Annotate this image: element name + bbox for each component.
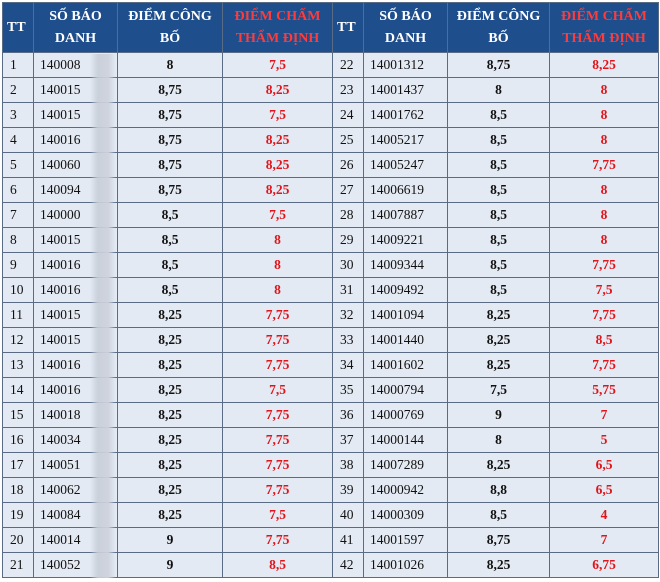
cell-right-diem-cong-bo: 8,25 [448,328,550,353]
cell-right-diem-cong-bo: 8 [448,78,550,103]
cell-left-diem-tham-dinh: 7,75 [223,428,333,453]
cell-right-tt: 26 [333,153,364,178]
cell-right-diem-cong-bo: 8,5 [448,203,550,228]
header-sbd-line1: SỐ BÁO [49,8,102,24]
cell-left-so-bao-danh: 140016 [34,278,118,303]
cell-left-tt: 21 [3,553,34,578]
cell-left-tt: 7 [3,203,34,228]
cell-right-so-bao-danh: 14001312 [364,53,448,78]
cell-left-tt: 15 [3,403,34,428]
cell-right-so-bao-danh: 14009492 [364,278,448,303]
cell-right-diem-cong-bo: 9 [448,403,550,428]
cell-left-tt: 18 [3,478,34,503]
header-tt-right: TT [333,3,364,53]
cell-right-diem-tham-dinh: 8 [550,228,659,253]
cell-left-so-bao-danh: 140000 [34,203,118,228]
cell-left-diem-cong-bo: 8,25 [118,403,223,428]
cell-right-diem-tham-dinh: 8,5 [550,328,659,353]
table-row [3,153,659,178]
score-table-container [2,2,658,578]
cell-right-diem-cong-bo: 8,25 [448,353,550,378]
cell-right-diem-tham-dinh: 8 [550,78,659,103]
table-row [3,478,659,503]
cell-right-tt: 32 [333,303,364,328]
cell-left-diem-cong-bo: 8,25 [118,453,223,478]
cell-right-diem-tham-dinh: 7,75 [550,353,659,378]
cell-right-diem-tham-dinh: 6,5 [550,453,659,478]
cell-right-diem-cong-bo: 8,75 [448,528,550,553]
table-row [3,228,659,253]
cell-right-so-bao-danh: 14009344 [364,253,448,278]
cell-right-diem-tham-dinh: 8 [550,203,659,228]
cell-right-tt: 35 [333,378,364,403]
cell-left-diem-tham-dinh: 7,75 [223,403,333,428]
cell-left-diem-tham-dinh: 7,75 [223,528,333,553]
cell-left-tt: 11 [3,303,34,328]
cell-right-diem-cong-bo: 8,5 [448,128,550,153]
cell-left-diem-tham-dinh: 7,75 [223,453,333,478]
cell-left-diem-tham-dinh: 7,75 [223,478,333,503]
cell-right-tt: 37 [333,428,364,453]
cell-left-tt: 1 [3,53,34,78]
cell-right-diem-cong-bo: 8 [448,428,550,453]
cell-right-diem-cong-bo: 8,5 [448,253,550,278]
header-diem-cham-tham-dinh [223,3,333,53]
table-row [3,453,659,478]
cell-right-tt: 38 [333,453,364,478]
cell-left-so-bao-danh: 140016 [34,128,118,153]
cell-right-diem-tham-dinh: 7 [550,403,659,428]
cell-right-so-bao-danh: 14007289 [364,453,448,478]
cell-right-diem-tham-dinh: 5,75 [550,378,659,403]
cell-left-diem-tham-dinh: 8 [223,253,333,278]
cell-left-diem-tham-dinh: 7,75 [223,353,333,378]
cell-right-so-bao-danh: 14007887 [364,203,448,228]
header-sbd-line2: DANH [54,30,97,46]
header-sbd-line2-right: DANH [384,30,427,46]
cell-left-diem-tham-dinh: 7,75 [223,328,333,353]
table-row [3,253,659,278]
cell-left-diem-cong-bo: 8 [118,53,223,78]
cell-right-diem-tham-dinh: 4 [550,503,659,528]
cell-left-so-bao-danh: 140051 [34,453,118,478]
cell-right-diem-tham-dinh: 8 [550,178,659,203]
cell-left-tt: 10 [3,278,34,303]
table-header [3,3,659,53]
cell-right-so-bao-danh: 14005247 [364,153,448,178]
cell-right-tt: 31 [333,278,364,303]
cell-left-so-bao-danh: 140015 [34,328,118,353]
cell-left-diem-cong-bo: 8,25 [118,428,223,453]
cell-right-tt: 28 [333,203,364,228]
cell-left-diem-cong-bo: 8,25 [118,328,223,353]
cell-right-tt: 39 [333,478,364,503]
cell-right-tt: 29 [333,228,364,253]
header-td-line2-right: THẨM ĐỊNH [562,30,646,46]
header-cb-line2: BỐ [159,30,181,46]
cell-right-diem-tham-dinh: 6,5 [550,478,659,503]
table-row [3,378,659,403]
cell-left-tt: 20 [3,528,34,553]
cell-left-tt: 4 [3,128,34,153]
cell-left-diem-tham-dinh: 7,75 [223,303,333,328]
cell-left-so-bao-danh: 140084 [34,503,118,528]
cell-left-so-bao-danh: 140008 [34,53,118,78]
cell-left-diem-tham-dinh: 8,25 [223,128,333,153]
cell-left-tt: 3 [3,103,34,128]
table-row [3,203,659,228]
cell-right-diem-tham-dinh: 7,75 [550,253,659,278]
cell-left-so-bao-danh: 140018 [34,403,118,428]
cell-left-diem-cong-bo: 9 [118,553,223,578]
cell-right-tt: 22 [333,53,364,78]
cell-left-tt: 8 [3,228,34,253]
cell-right-diem-cong-bo: 8,25 [448,303,550,328]
table-row [3,353,659,378]
cell-left-diem-tham-dinh: 7,5 [223,378,333,403]
cell-left-tt: 16 [3,428,34,453]
cell-right-diem-cong-bo: 8,8 [448,478,550,503]
cell-left-so-bao-danh: 140060 [34,153,118,178]
cell-right-diem-tham-dinh: 6,75 [550,553,659,578]
cell-left-tt: 19 [3,503,34,528]
cell-right-so-bao-danh: 14001602 [364,353,448,378]
cell-left-diem-cong-bo: 8,25 [118,503,223,528]
cell-right-diem-cong-bo: 8,5 [448,178,550,203]
header-diem-cong-bo-right [448,3,550,53]
header-row [3,3,659,53]
cell-right-tt: 42 [333,553,364,578]
cell-right-so-bao-danh: 14001597 [364,528,448,553]
cell-right-diem-cong-bo: 8,25 [448,553,550,578]
cell-right-tt: 30 [333,253,364,278]
cell-right-tt: 41 [333,528,364,553]
cell-left-diem-cong-bo: 8,5 [118,253,223,278]
cell-right-diem-tham-dinh: 5 [550,428,659,453]
cell-left-so-bao-danh: 140052 [34,553,118,578]
header-td-line1-right: ĐIỂM CHẤM [561,8,647,24]
cell-right-tt: 33 [333,328,364,353]
cell-right-diem-tham-dinh: 8 [550,128,659,153]
cell-right-tt: 40 [333,503,364,528]
cell-left-so-bao-danh: 140015 [34,303,118,328]
cell-left-diem-cong-bo: 8,5 [118,278,223,303]
header-td-line2: THẨM ĐỊNH [235,30,320,46]
cell-left-diem-tham-dinh: 8,25 [223,153,333,178]
cell-left-so-bao-danh: 140014 [34,528,118,553]
header-cb-line1-right: ĐIỂM CÔNG [456,8,541,24]
cell-right-so-bao-danh: 14001762 [364,103,448,128]
cell-right-tt: 36 [333,403,364,428]
cell-left-diem-tham-dinh: 8,25 [223,78,333,103]
header-diem-cong-bo [118,3,223,53]
cell-right-diem-tham-dinh: 8,25 [550,53,659,78]
cell-right-diem-cong-bo: 8,5 [448,278,550,303]
cell-left-diem-cong-bo: 8,75 [118,103,223,128]
cell-left-so-bao-danh: 140015 [34,78,118,103]
header-diem-cham-tham-dinh-right [550,3,659,53]
table-row [3,403,659,428]
cell-left-diem-tham-dinh: 8 [223,278,333,303]
cell-left-so-bao-danh: 140015 [34,228,118,253]
cell-right-diem-cong-bo: 8,5 [448,103,550,128]
header-tt: TT [3,3,34,53]
cell-right-so-bao-danh: 14005217 [364,128,448,153]
cell-right-tt: 25 [333,128,364,153]
cell-left-tt: 9 [3,253,34,278]
table-row [3,528,659,553]
cell-right-diem-tham-dinh: 7,5 [550,278,659,303]
cell-left-diem-cong-bo: 8,5 [118,228,223,253]
table-body [3,53,659,578]
cell-right-so-bao-danh: 14000794 [364,378,448,403]
header-sbd-line1-right: SỐ BÁO [379,8,432,24]
table-row [3,178,659,203]
table-row [3,53,659,78]
cell-right-tt: 23 [333,78,364,103]
cell-right-diem-cong-bo: 7,5 [448,378,550,403]
header-td-line1: ĐIỂM CHẤM [234,8,321,24]
cell-right-diem-tham-dinh: 7 [550,528,659,553]
header-cb-line1: ĐIỂM CÔNG [128,8,212,24]
table-row [3,78,659,103]
cell-left-so-bao-danh: 140034 [34,428,118,453]
cell-right-so-bao-danh: 14001440 [364,328,448,353]
cell-right-diem-tham-dinh: 7,75 [550,303,659,328]
cell-left-diem-cong-bo: 9 [118,528,223,553]
table-row [3,328,659,353]
cell-left-so-bao-danh: 140094 [34,178,118,203]
cell-left-diem-cong-bo: 8,75 [118,128,223,153]
score-table [2,2,659,578]
cell-right-so-bao-danh: 14001094 [364,303,448,328]
cell-right-tt: 27 [333,178,364,203]
cell-left-so-bao-danh: 140016 [34,378,118,403]
table-row [3,103,659,128]
cell-left-tt: 5 [3,153,34,178]
cell-left-diem-cong-bo: 8,25 [118,478,223,503]
cell-left-diem-tham-dinh: 8 [223,228,333,253]
cell-left-diem-tham-dinh: 7,5 [223,503,333,528]
cell-right-so-bao-danh: 14009221 [364,228,448,253]
cell-left-so-bao-danh: 140015 [34,103,118,128]
cell-right-diem-cong-bo: 8,5 [448,503,550,528]
cell-right-diem-cong-bo: 8,5 [448,228,550,253]
cell-left-tt: 2 [3,78,34,103]
cell-left-diem-cong-bo: 8,25 [118,303,223,328]
cell-right-diem-cong-bo: 8,25 [448,453,550,478]
cell-right-diem-tham-dinh: 7,75 [550,153,659,178]
cell-right-tt: 24 [333,103,364,128]
cell-left-tt: 6 [3,178,34,203]
cell-left-so-bao-danh: 140016 [34,353,118,378]
cell-right-tt: 34 [333,353,364,378]
cell-right-diem-cong-bo: 8,5 [448,153,550,178]
cell-right-so-bao-danh: 14000309 [364,503,448,528]
cell-right-so-bao-danh: 14000769 [364,403,448,428]
cell-left-so-bao-danh: 140016 [34,253,118,278]
cell-left-diem-tham-dinh: 7,5 [223,203,333,228]
cell-left-diem-cong-bo: 8,75 [118,178,223,203]
cell-right-diem-cong-bo: 8,75 [448,53,550,78]
table-row [3,128,659,153]
table-row [3,428,659,453]
cell-right-so-bao-danh: 14006619 [364,178,448,203]
cell-right-diem-tham-dinh: 8 [550,103,659,128]
cell-left-tt: 17 [3,453,34,478]
cell-left-diem-cong-bo: 8,5 [118,203,223,228]
cell-left-diem-tham-dinh: 8,5 [223,553,333,578]
cell-left-so-bao-danh: 140062 [34,478,118,503]
cell-left-tt: 12 [3,328,34,353]
cell-left-diem-tham-dinh: 8,25 [223,178,333,203]
cell-right-so-bao-danh: 14001437 [364,78,448,103]
table-row [3,303,659,328]
cell-right-so-bao-danh: 14000144 [364,428,448,453]
cell-left-tt: 14 [3,378,34,403]
header-so-bao-danh [34,3,118,53]
header-cb-line2-right: BỐ [488,30,509,46]
header-so-bao-danh-right [364,3,448,53]
table-row [3,278,659,303]
cell-left-diem-cong-bo: 8,75 [118,153,223,178]
cell-left-diem-tham-dinh: 7,5 [223,103,333,128]
cell-left-diem-cong-bo: 8,75 [118,78,223,103]
table-row [3,553,659,578]
cell-right-so-bao-danh: 14001026 [364,553,448,578]
cell-left-diem-tham-dinh: 7,5 [223,53,333,78]
table-row [3,503,659,528]
cell-right-so-bao-danh: 14000942 [364,478,448,503]
cell-left-diem-cong-bo: 8,25 [118,378,223,403]
cell-left-diem-cong-bo: 8,25 [118,353,223,378]
cell-left-tt: 13 [3,353,34,378]
